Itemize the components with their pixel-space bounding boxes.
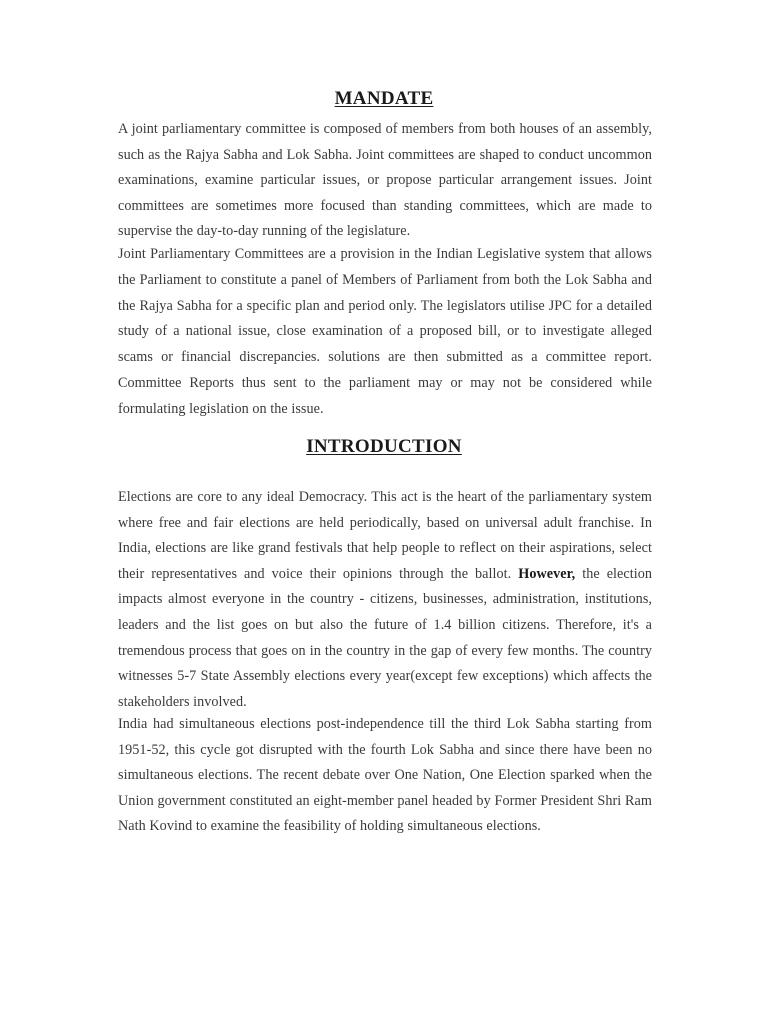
introduction-paragraph-2: India had simultaneous elections post-independence till the third Lok Sabha starting from 1951-52, this cycle got disrupted with the fourth Lok Sabha and since there have been no simultaneous elections. The recent debate over One Nation, One Election sparked when the Union government constituted an eight-member panel headed by Former President Shri Ram Nath Kovind to examine the feasibility of holding simultaneous elections. [118,716,652,835]
mandate-paragraph-1: A joint parliamentary committee is composed of members from both houses of an assembly, such as the Rajya Sabha and Lok Sabha. Joint committees are shaped to conduct uncommon examinations, examine particular issues, or propose particular arrangement issues. Joint committees are sometimes more focused than standing committees, which are made to supervise the day-to-day running of the legislature. [118,121,652,240]
introduction-heading: INTRODUCTION [306,436,462,457]
mandate-paragraph-2: Joint Parliamentary Committees are a provision in the Indian Legislative system that allows the Parliament to constitute a panel of Members of Parliament from both the Lok Sabha and the Rajya Sabha for a specific plan and period only. The legislators utilise JPC for a detailed study of a national issue, close examination of a proposed bill, or to investigate alleged scams or financial discrepancies. solutions are then submitted as a committee report. Committee Reports thus sent to the parliament may or may not be considered while formulating legislation on the issue. [118,246,652,417]
however-bold-text: However, [518,565,576,582]
introduction-paragraph-1-text-a: Elections are core to any ideal Democracy. This act is the heart of the parliamentary system where free and fair elections are held periodically, based on universal adult franchise. In India, elections are like grand festivals that help people to reflect on their aspirations, select their representatives and voice their opinions through the ballot. [118,489,652,582]
introduction-paragraph-1-text-b: the election impacts almost everyone in the country - citizens, businesses, administration, institutions, leaders and the list goes on but also the future of 1.4 billion citizens. Therefore, it's a tremendous process that goes on in the country in the gap of every few months. The country witnesses 5-7 State Assembly elections every year(except few exceptions) which affects the stakeholders involved. [118,565,653,710]
mandate-heading: MANDATE [334,88,434,109]
introduction-paragraph-1 [118,485,652,715]
